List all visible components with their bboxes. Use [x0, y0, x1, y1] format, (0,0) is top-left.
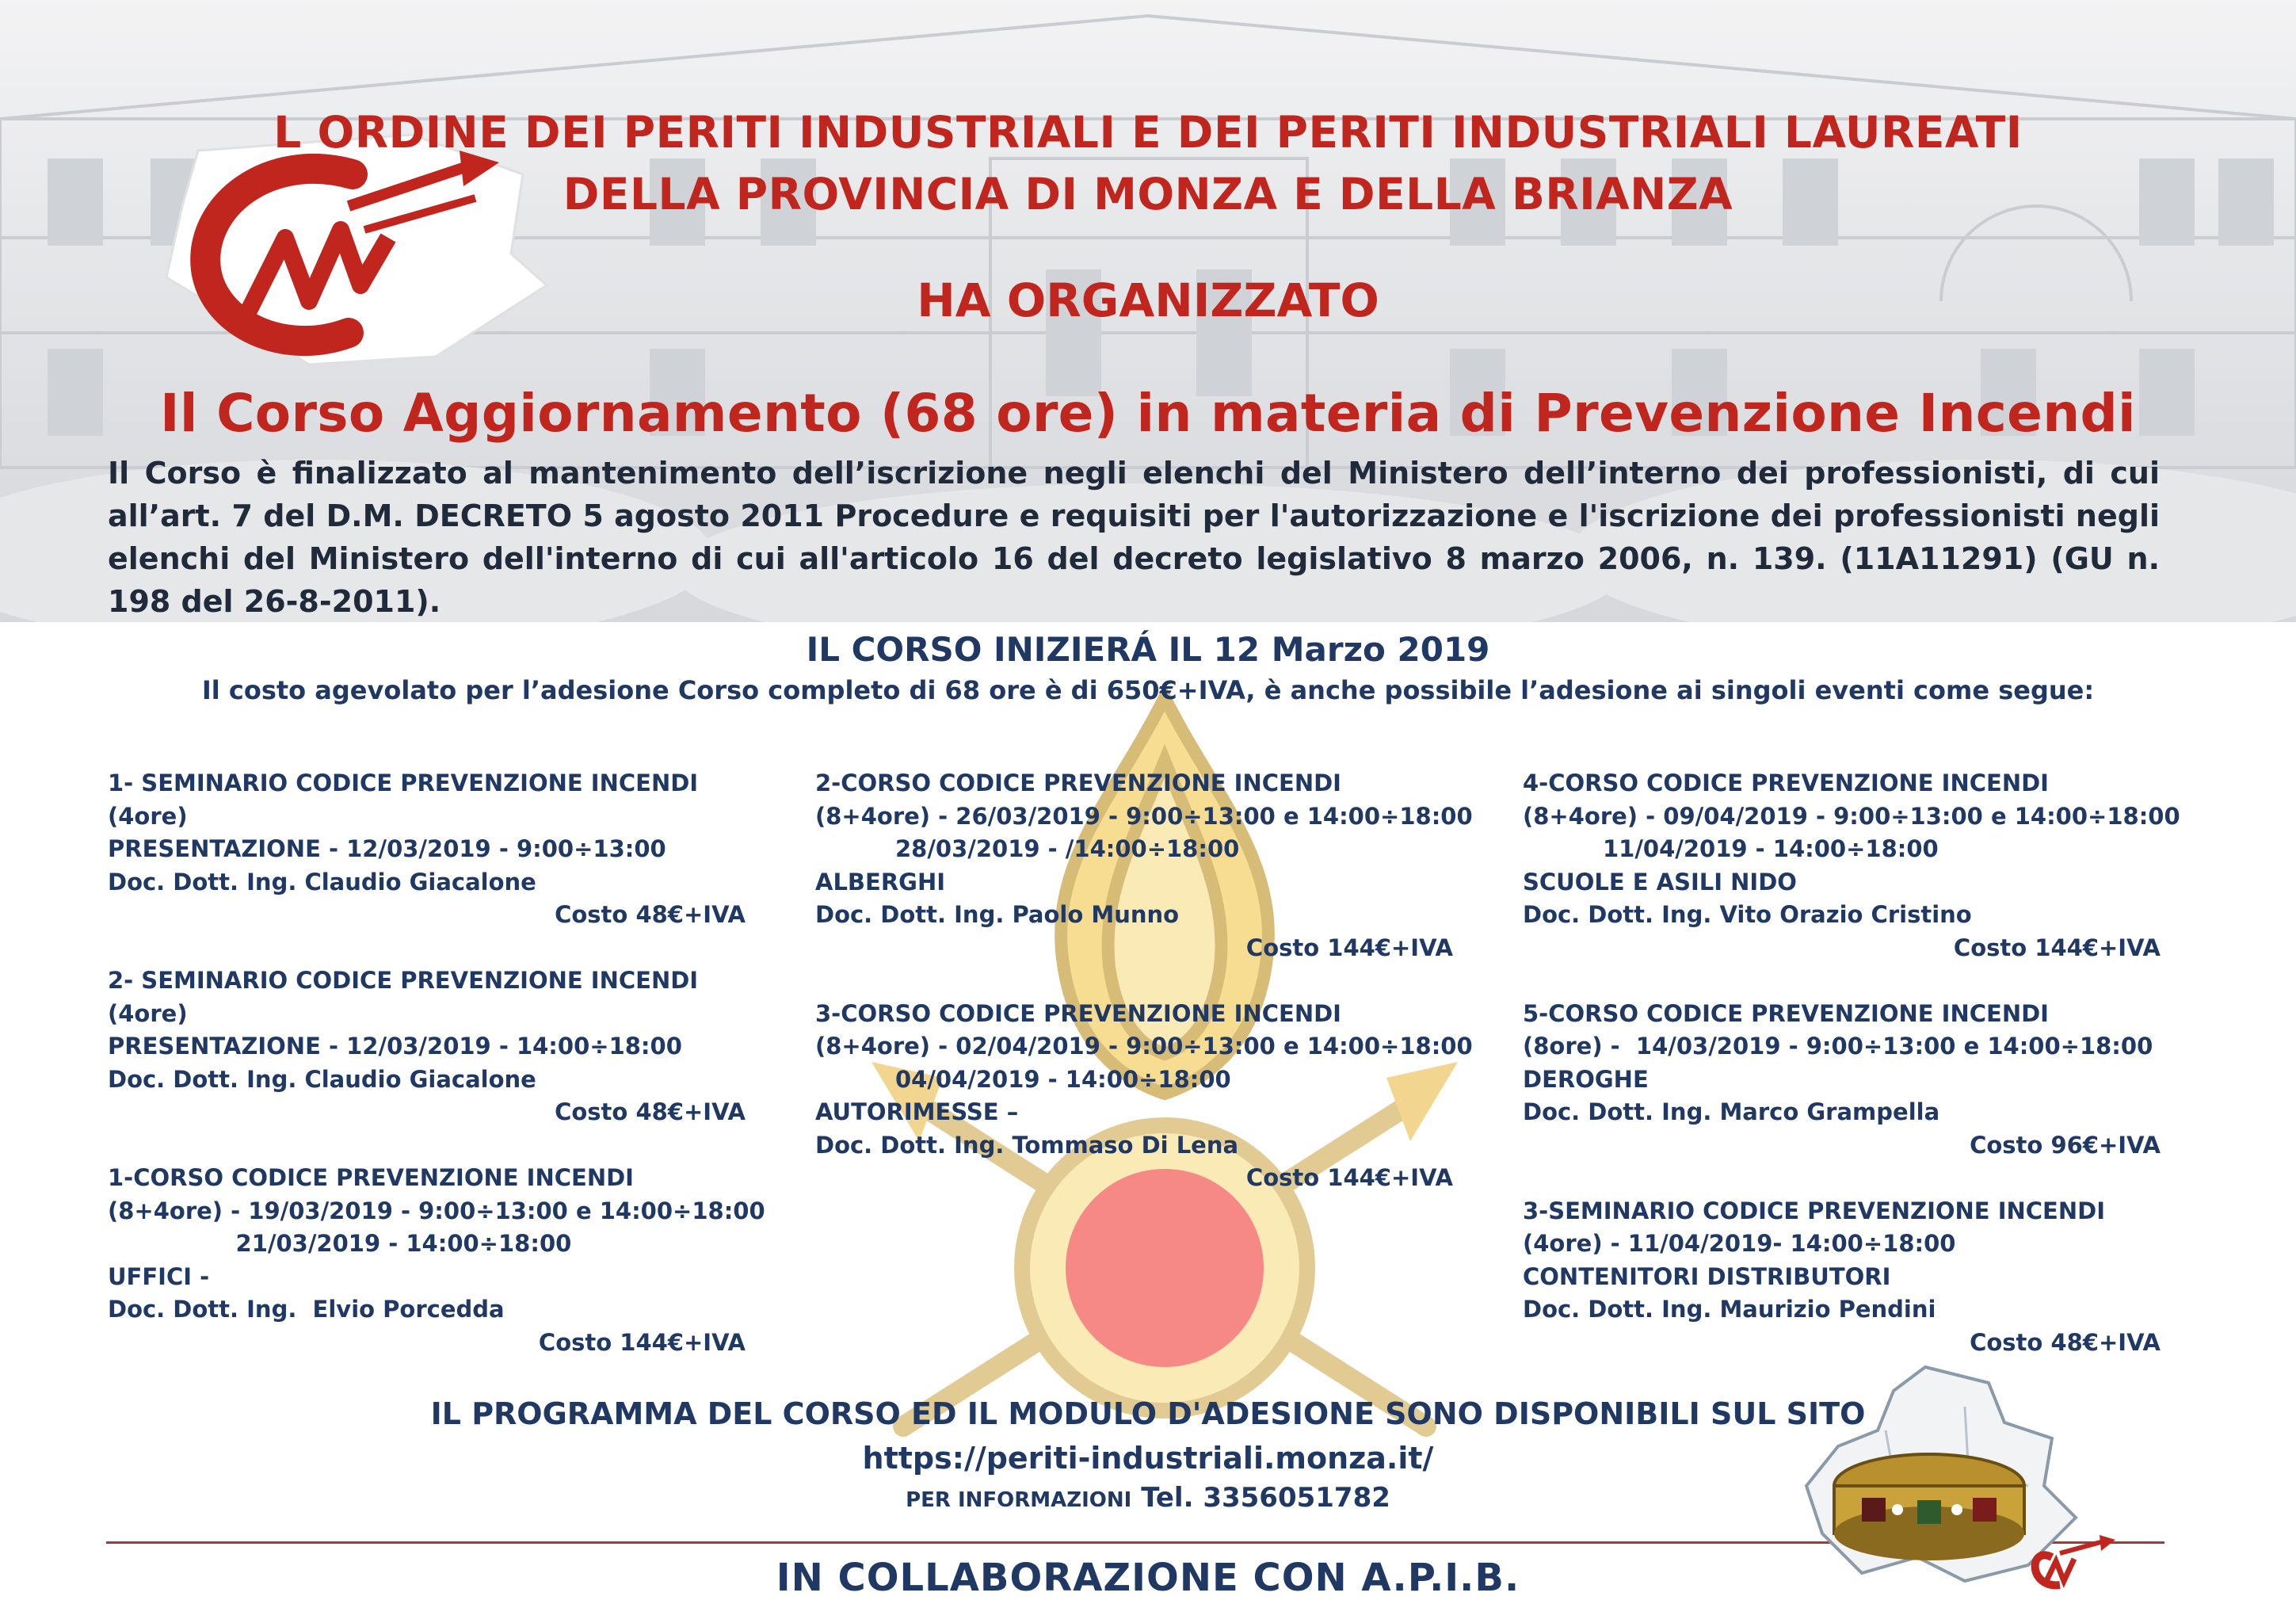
event-line: (8+4ore) - 09/04/2019 - 9:00÷13:00 e 14:00÷18:00: [1523, 802, 2180, 830]
event-line: Doc. Dott. Ing. Elvio Porcedda: [108, 1296, 505, 1323]
event-line: 21/03/2019 - 14:00÷18:00: [108, 1230, 572, 1257]
event-line: ALBERGHI: [815, 868, 946, 896]
phone-number: Tel. 3356051782: [1141, 1482, 1390, 1514]
schedule-column-1: [108, 767, 765, 1392]
event-price: Costo 48€+IVA: [555, 901, 746, 928]
info-label: PER INFORMAZIONI: [906, 1488, 1132, 1512]
event-block: [108, 1162, 765, 1359]
event-line: 3-SEMINARIO CODICE PREVENZIONE INCENDI: [1523, 1197, 2105, 1224]
event-line: Doc. Dott. Ing. Claudio Giacalone: [108, 868, 536, 896]
website-link[interactable]: https://periti-industriali.monza.it/: [862, 1441, 1434, 1476]
event-block: [815, 767, 1473, 964]
event-line: Doc. Dott. Ing. Marco Grampella: [1523, 1098, 1940, 1125]
schedule-column-2: [815, 767, 1473, 1228]
order-title-line-2: DELLA PROVINCIA DI MONZA E DELLA BRIANZA: [563, 169, 1733, 220]
event-block: [815, 998, 1473, 1195]
event-line: Doc. Dott. Ing. Maurizio Pendini: [1523, 1296, 1936, 1323]
event-line: Doc. Dott. Ing. Claudio Giacalone: [108, 1065, 536, 1093]
event-line: (8+4ore) - 02/04/2019 - 9:00÷13:00 e 14:00÷18:00: [815, 1033, 1473, 1060]
event-line: DEROGHE: [1523, 1065, 1649, 1093]
event-line: 28/03/2019 - /14:00÷18:00: [815, 835, 1240, 862]
event-line: (8+4ore) - 26/03/2019 - 9:00÷13:00 e 14:00÷18:00: [815, 802, 1473, 830]
event-line: 2-CORSO CODICE PREVENZIONE INCENDI: [815, 769, 1341, 796]
intro-paragraph: Il Corso è finalizzato al mantenimento dell’iscrizione negli elenchi del Ministero dell’interno dei professionisti, di cui all’art. 7 del D.M. DECRETO 5 agosto 2011 Procedure e requisiti per l'autorizzazione e l'iscrizione dei professionisti negli elenchi del Ministero dell'interno di cui all'articolo 16 del decreto legislativo 8 marzo 2006, n. 139. (11A11291) (GU n. 198 del 26-8-2011).: [108, 456, 2160, 619]
brianza-crown-logo: [1791, 1359, 2123, 1597]
event-price: Costo 144€+IVA: [1245, 1164, 1453, 1191]
organized-heading: HA ORGANIZZATO: [917, 273, 1379, 327]
event-price: Costo 144€+IVA: [1953, 934, 2161, 961]
event-price: Costo 144€+IVA: [538, 1328, 746, 1356]
cost-note: Il costo agevolato per l’adesione Corso completo di 68 ore è di 650€+IVA, è anche possibile l’adesione ai singoli eventi come segue:: [201, 675, 2095, 705]
event-line: PRESENTAZIONE - 12/03/2019 - 14:00÷18:00: [108, 1033, 682, 1060]
event-block: [108, 767, 746, 932]
event-price: Costo 96€+IVA: [1970, 1131, 2161, 1159]
event-line: 5-CORSO CODICE PREVENZIONE INCENDI: [1523, 999, 2049, 1027]
event-block: [108, 964, 746, 1129]
event-line: 4-CORSO CODICE PREVENZIONE INCENDI: [1523, 769, 2049, 796]
program-availability: IL PROGRAMMA DEL CORSO ED IL MODULO D'ADESIONE SONO DISPONIBILI SUL SITO: [430, 1396, 1866, 1431]
event-line: 1-CORSO CODICE PREVENZIONE INCENDI: [108, 1164, 634, 1191]
event-line: 11/04/2019 - 14:00÷18:00: [1523, 835, 1939, 862]
event-line: Doc. Dott. Ing. Tommaso Di Lena: [815, 1131, 1239, 1159]
event-line: 1- SEMINARIO CODICE PREVENZIONE INCENDI: [108, 769, 699, 796]
event-line: 2- SEMINARIO CODICE PREVENZIONE INCENDI: [108, 967, 699, 994]
event-line: 3-CORSO CODICE PREVENZIONE INCENDI: [815, 999, 1341, 1027]
course-start-date: IL CORSO INIZIERÁ IL 12 Marzo 2019: [806, 630, 1490, 669]
course-title: Il Corso Aggiornamento (68 ore) in materia di Prevenzione Incendi: [160, 383, 2136, 444]
event-line: (4ore) - 11/04/2019- 14:00÷18:00: [1523, 1230, 1956, 1257]
event-line: CONTENITORI DISTRIBUTORI: [1523, 1262, 1891, 1290]
event-line: Doc. Dott. Ing. Paolo Munno: [815, 901, 1180, 928]
event-price: Costo 144€+IVA: [1245, 934, 1453, 961]
event-line: (4ore): [108, 999, 188, 1027]
event-line: (8+4ore) - 19/03/2019 - 9:00÷13:00 e 14:00÷18:00: [108, 1197, 765, 1224]
event-line: Doc. Dott. Ing. Vito Orazio Cristino: [1523, 901, 1972, 928]
schedule-column-3: [1523, 767, 2180, 1392]
event-line: PRESENTAZIONE - 12/03/2019 - 9:00÷13:00: [108, 835, 666, 862]
collaboration-note: IN COLLABORAZIONE CON A.P.I.B.: [776, 1556, 1520, 1600]
event-block: [1523, 767, 2180, 964]
event-price: Costo 48€+IVA: [555, 1098, 746, 1125]
event-line: SCUOLE E ASILI NIDO: [1523, 868, 1797, 896]
event-line: AUTORIMESSE –: [815, 1098, 1019, 1125]
order-title-line-1: L ORDINE DEI PERITI INDUSTRIALI E DEI PERITI INDUSTRIALI LAUREATI: [273, 107, 2023, 158]
event-line: (4ore): [108, 802, 188, 830]
event-line: (8ore) - 14/03/2019 - 9:00÷13:00 e 14:00÷18:00: [1523, 1033, 2153, 1060]
event-block: [1523, 998, 2161, 1163]
event-block: [1523, 1195, 2161, 1360]
event-line: UFFICI -: [108, 1262, 210, 1290]
event-line: 04/04/2019 - 14:00÷18:00: [815, 1065, 1231, 1093]
event-price: Costo 48€+IVA: [1970, 1328, 2161, 1356]
